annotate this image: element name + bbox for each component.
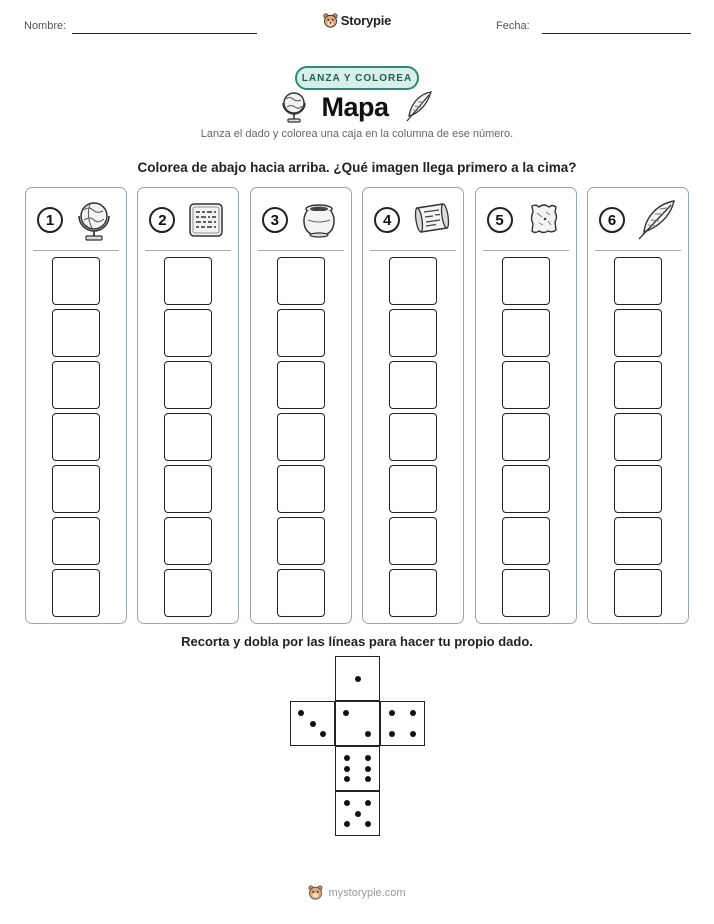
column-1 [25, 187, 127, 624]
color-box[interactable] [502, 465, 550, 513]
color-box[interactable] [164, 413, 212, 461]
column-header [476, 198, 576, 238]
subtitle: Lanza el dado y colorea una caja en la columna de ese número. [200, 128, 514, 140]
columns-grid [25, 187, 689, 624]
color-box[interactable] [614, 517, 662, 565]
color-box[interactable] [277, 465, 325, 513]
color-box[interactable] [52, 517, 100, 565]
color-box[interactable] [164, 517, 212, 565]
die-face-2 [335, 701, 380, 746]
activity-badge-text: LANZA Y COLOREA [301, 72, 413, 84]
pip [355, 676, 361, 682]
color-box[interactable] [277, 517, 325, 565]
column-number: 1 [37, 207, 63, 233]
column-divider [483, 250, 569, 251]
color-box[interactable] [277, 309, 325, 357]
die-face-1 [335, 656, 380, 701]
brand-logo [0, 13, 714, 28]
die-instruction: Recorta y dobla por las líneas para hacer tu propio dado. [181, 634, 533, 649]
pip [310, 721, 316, 727]
pip [389, 710, 395, 716]
color-box[interactable] [614, 361, 662, 409]
die-face-5 [335, 791, 380, 836]
column-divider [370, 250, 456, 251]
column-header [251, 198, 351, 238]
color-box[interactable] [52, 413, 100, 461]
pip [355, 811, 361, 817]
color-box[interactable] [277, 257, 325, 305]
footer-url[interactable]: mystorypie.com [328, 886, 406, 899]
color-box[interactable] [614, 569, 662, 617]
clay-pot-icon [297, 198, 341, 242]
die-net [290, 656, 426, 836]
pip [344, 800, 350, 806]
footer [0, 885, 714, 900]
globe-icon [72, 198, 116, 242]
color-box[interactable] [502, 257, 550, 305]
color-box[interactable] [52, 309, 100, 357]
activity-badge [295, 66, 419, 90]
globe-icon [281, 90, 307, 124]
color-box[interactable] [614, 257, 662, 305]
pip [344, 755, 350, 761]
color-box[interactable] [277, 413, 325, 461]
color-box[interactable] [614, 413, 662, 461]
color-box[interactable] [52, 257, 100, 305]
color-box[interactable] [389, 517, 437, 565]
pip [389, 731, 395, 737]
pip [410, 710, 416, 716]
color-box[interactable] [164, 257, 212, 305]
column-divider [595, 250, 681, 251]
parchment-map-icon [522, 198, 566, 242]
column-divider [258, 250, 344, 251]
pip [365, 821, 371, 827]
pip [298, 710, 304, 716]
color-box[interactable] [389, 569, 437, 617]
die-face-4 [380, 701, 425, 746]
color-box[interactable] [614, 309, 662, 357]
pip [410, 731, 416, 737]
column-header [363, 198, 463, 238]
column-header [138, 198, 238, 238]
color-box[interactable] [164, 465, 212, 513]
color-box[interactable] [502, 569, 550, 617]
pip [344, 821, 350, 827]
date-field-line[interactable] [542, 33, 691, 34]
column-number: 3 [262, 207, 288, 233]
ancient-tablet-icon [184, 198, 228, 242]
column-2 [137, 187, 239, 624]
instruction: Colorea de abajo hacia arriba. ¿Qué imagen llega primero a la cima? [137, 160, 577, 175]
color-box[interactable] [389, 309, 437, 357]
color-box[interactable] [389, 361, 437, 409]
name-label: Nombre: [24, 20, 67, 32]
name-field-line[interactable] [72, 33, 257, 34]
color-box[interactable] [502, 517, 550, 565]
color-box[interactable] [389, 257, 437, 305]
date-label: Fecha: [496, 20, 530, 32]
color-box[interactable] [502, 309, 550, 357]
pip [365, 731, 371, 737]
pip [365, 766, 371, 772]
pip [365, 755, 371, 761]
color-box[interactable] [277, 361, 325, 409]
color-box[interactable] [52, 361, 100, 409]
color-box[interactable] [389, 465, 437, 513]
column-divider [33, 250, 119, 251]
feather-quill-icon [634, 198, 678, 242]
color-box[interactable] [614, 465, 662, 513]
title-row [0, 90, 714, 124]
color-box[interactable] [164, 569, 212, 617]
feather-quill-icon [403, 90, 433, 124]
color-box[interactable] [164, 361, 212, 409]
die-face-3 [290, 701, 335, 746]
color-box[interactable] [164, 309, 212, 357]
pip [344, 776, 350, 782]
column-3 [250, 187, 352, 624]
column-number: 4 [374, 207, 400, 233]
column-divider [145, 250, 231, 251]
color-box[interactable] [277, 569, 325, 617]
die-face-6 [335, 746, 380, 791]
color-box[interactable] [52, 569, 100, 617]
color-box[interactable] [502, 361, 550, 409]
column-4 [362, 187, 464, 624]
column-5 [475, 187, 577, 624]
bear-logo-icon [323, 13, 338, 28]
column-number: 2 [149, 207, 175, 233]
color-box[interactable] [389, 413, 437, 461]
pip [343, 710, 349, 716]
column-header [26, 198, 126, 238]
pip [320, 731, 326, 737]
color-box[interactable] [502, 413, 550, 461]
column-6 [587, 187, 689, 624]
column-number: 6 [599, 207, 625, 233]
column-header [588, 198, 688, 238]
pip [365, 800, 371, 806]
brand-name: Storypie [340, 13, 392, 28]
page-title: Mapa [321, 91, 389, 122]
pip [344, 766, 350, 772]
bear-logo-icon [308, 885, 323, 900]
column-number: 5 [487, 207, 513, 233]
scroll-icon [409, 198, 453, 242]
color-box[interactable] [52, 465, 100, 513]
pip [365, 776, 371, 782]
